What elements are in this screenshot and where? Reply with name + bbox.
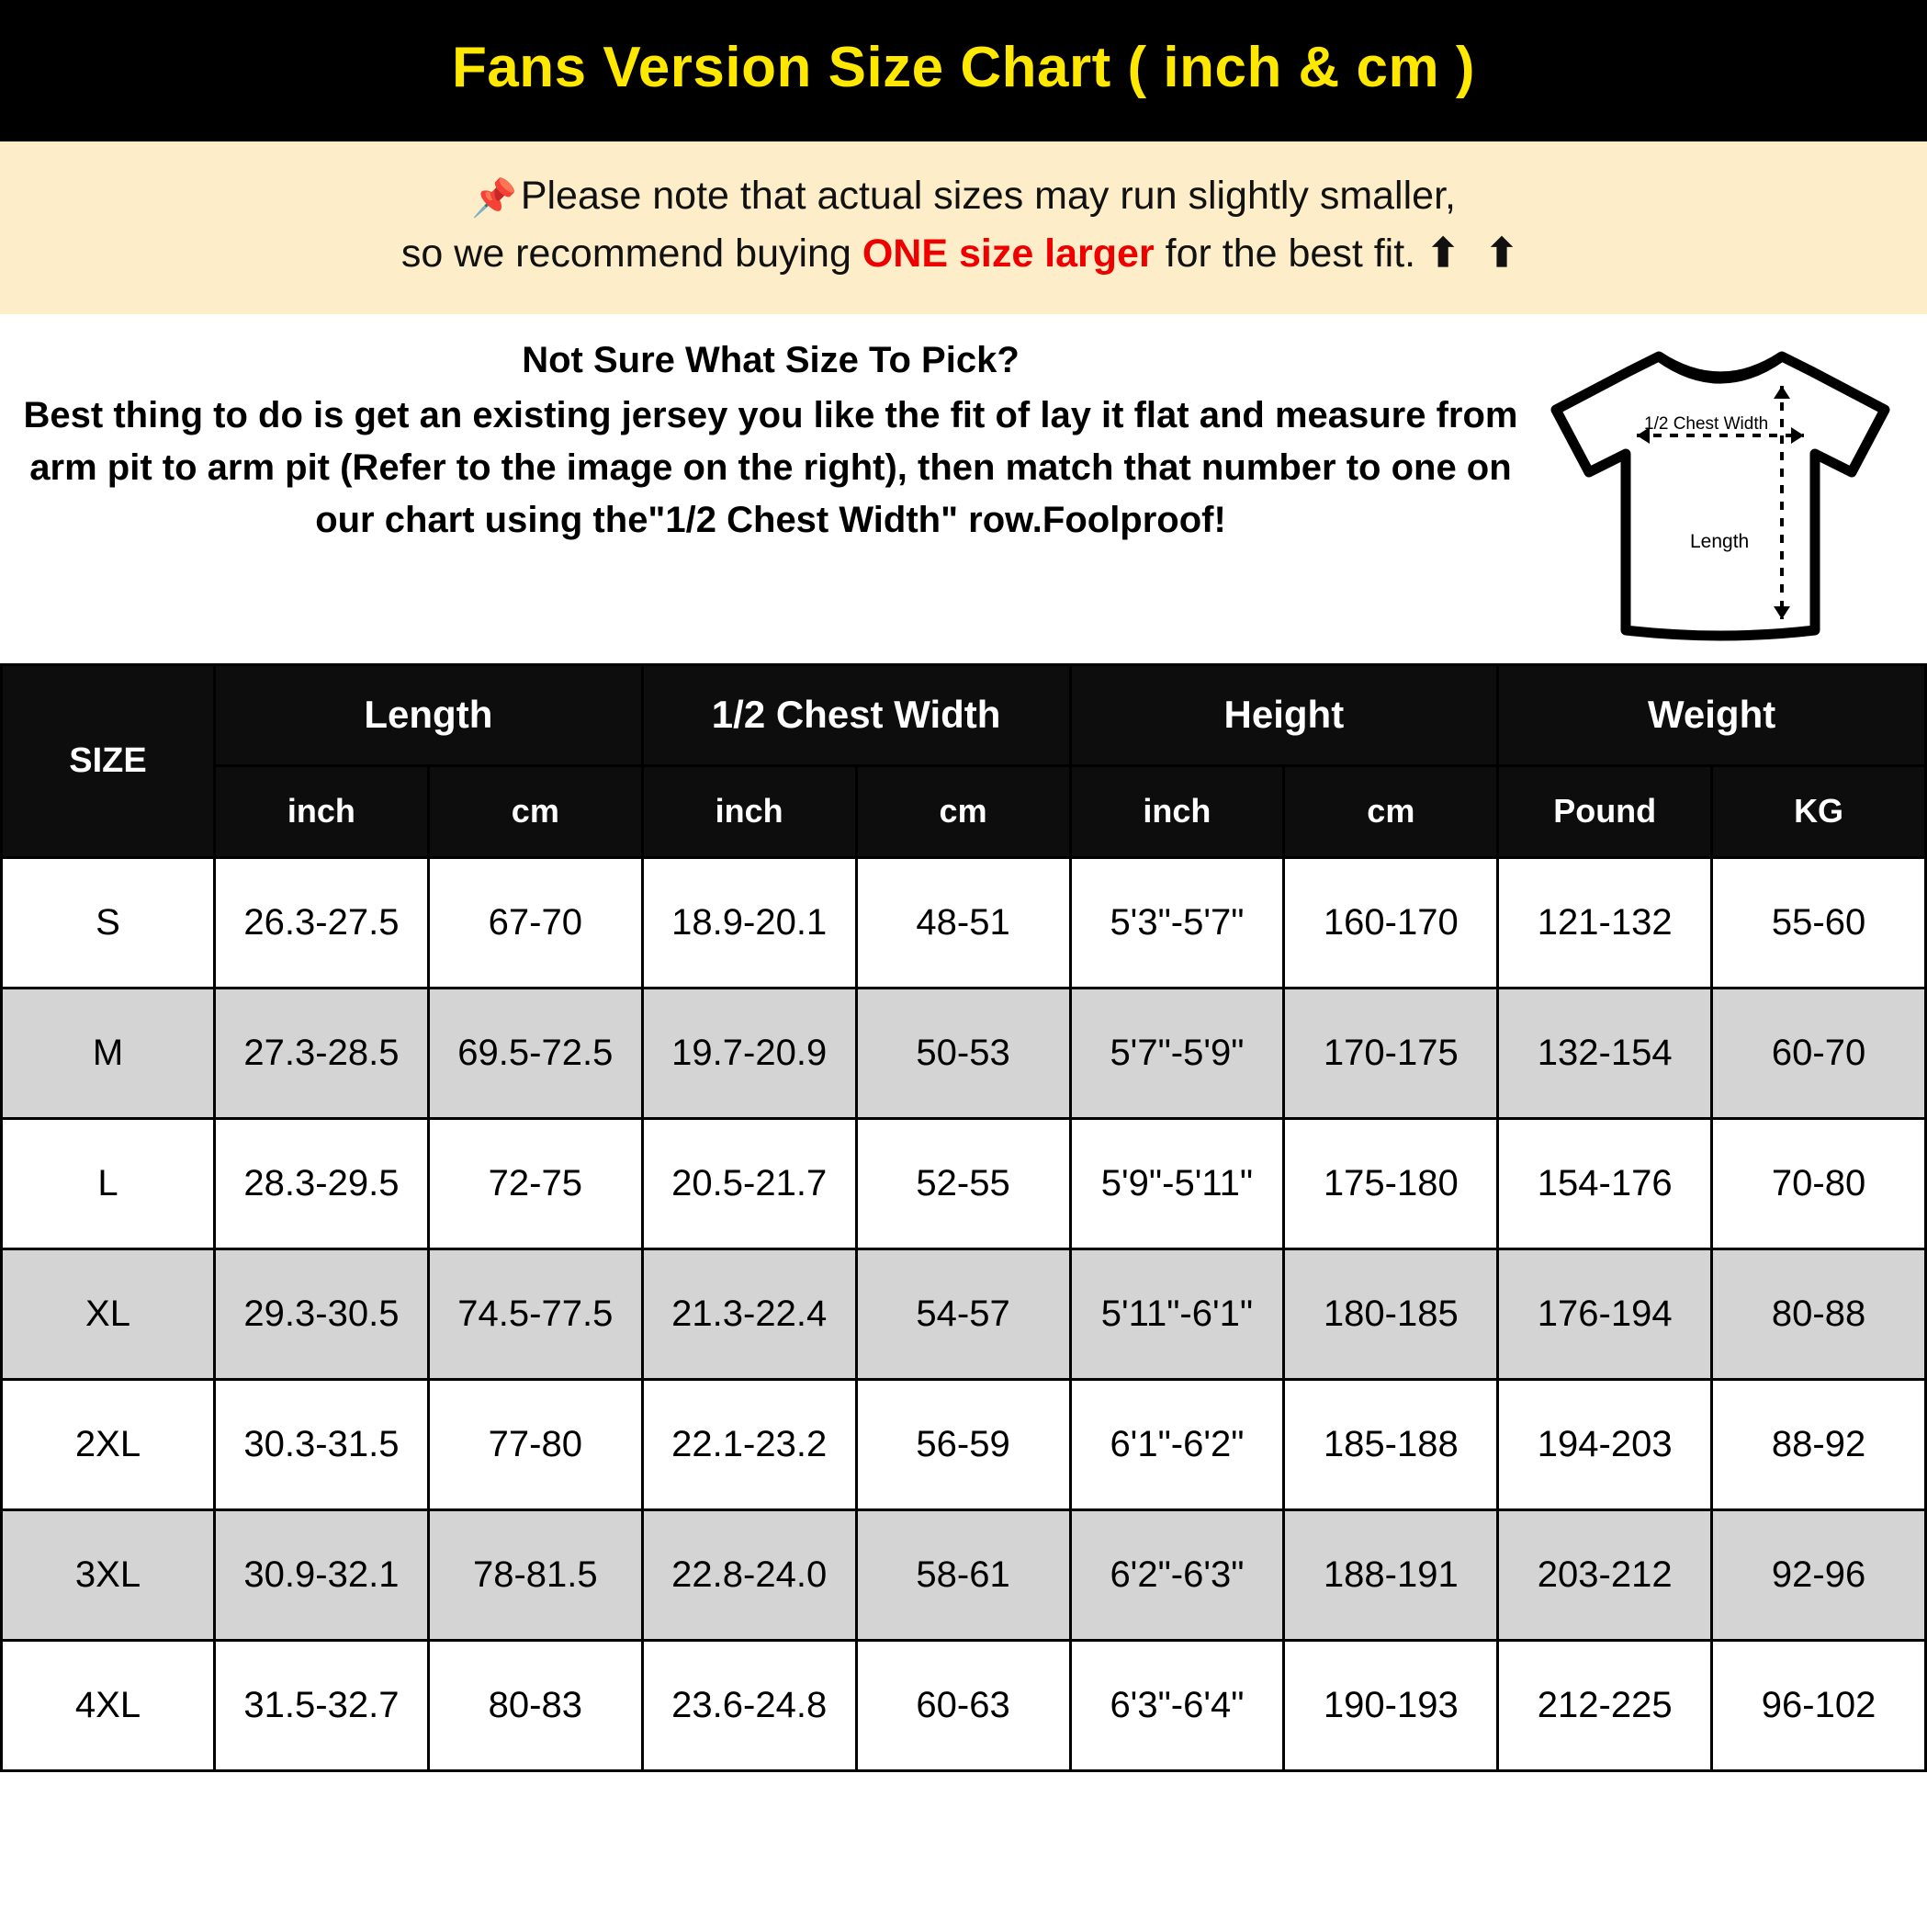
- cell-height-cm: 185-188: [1284, 1379, 1498, 1509]
- cell-length-cm: 74.5-77.5: [428, 1248, 642, 1379]
- cell-height-cm: 170-175: [1284, 988, 1498, 1118]
- tshirt-measure-icon: [1541, 344, 1899, 647]
- column-header-chest-inch: inch: [642, 765, 856, 857]
- cell-length-inch: 28.3-29.5: [215, 1118, 429, 1248]
- column-header-length-inch: inch: [215, 765, 429, 857]
- cell-weight-pound: 203-212: [1498, 1509, 1712, 1640]
- cell-chest-cm: 52-55: [856, 1118, 1070, 1248]
- cell-weight-kg: 80-88: [1712, 1248, 1926, 1379]
- advice-area: [0, 314, 1927, 663]
- cell-length-cm: 77-80: [428, 1379, 642, 1509]
- cell-height-cm: 180-185: [1284, 1248, 1498, 1379]
- cell-weight-kg: 92-96: [1712, 1509, 1926, 1640]
- chest-width-label: 1/2 Chest Width: [1644, 413, 1769, 434]
- cell-weight-pound: 212-225: [1498, 1640, 1712, 1770]
- column-header-size: SIZE: [2, 664, 215, 857]
- cell-size: 2XL: [2, 1379, 215, 1509]
- cell-height-cm: 175-180: [1284, 1118, 1498, 1248]
- size-chart-table: [0, 663, 1927, 1772]
- cell-length-cm: 78-81.5: [428, 1509, 642, 1640]
- cell-height-cm: 160-170: [1284, 857, 1498, 988]
- column-header-length-cm: cm: [428, 765, 642, 857]
- length-label: Length: [1690, 530, 1750, 552]
- cell-weight-kg: 88-92: [1712, 1379, 1926, 1509]
- cell-weight-pound: 194-203: [1498, 1379, 1712, 1509]
- cell-height-inch: 5'7"-5'9": [1070, 988, 1284, 1118]
- cell-weight-kg: 96-102: [1712, 1640, 1926, 1770]
- advice-text: [9, 334, 1523, 547]
- note-line-1: [18, 167, 1909, 225]
- cell-length-inch: 26.3-27.5: [215, 857, 429, 988]
- cell-weight-pound: 176-194: [1498, 1248, 1712, 1379]
- cell-length-cm: 80-83: [428, 1640, 642, 1770]
- table-body: [2, 857, 1926, 1770]
- cell-chest-inch: 23.6-24.8: [642, 1640, 856, 1770]
- cell-length-inch: 31.5-32.7: [215, 1640, 429, 1770]
- cell-height-inch: 5'11"-6'1": [1070, 1248, 1284, 1379]
- cell-size: M: [2, 988, 215, 1118]
- cell-chest-cm: 56-59: [856, 1379, 1070, 1509]
- cell-weight-kg: 60-70: [1712, 988, 1926, 1118]
- cell-length-inch: 27.3-28.5: [215, 988, 429, 1118]
- cell-size: 3XL: [2, 1509, 215, 1640]
- cell-height-inch: 6'1"-6'2": [1070, 1379, 1284, 1509]
- advice-body: Best thing to do is get an existing jersey you like the fit of lay it flat and measure from arm pit to arm pit (Refer to the image on the right), then match that number to one on our chart using the"1/2 Chest Width" row.Foolproof!: [23, 395, 1518, 540]
- note-band: [0, 141, 1927, 313]
- advice-headline: Not Sure What Size To Pick?: [522, 339, 1020, 380]
- table-row: [2, 988, 1926, 1118]
- arrow-up-icon: ⬆ ⬆: [1426, 232, 1527, 277]
- cell-chest-cm: 58-61: [856, 1509, 1070, 1640]
- note-emphasis: ONE size larger: [862, 232, 1155, 277]
- cell-height-inch: 5'9"-5'11": [1070, 1118, 1284, 1248]
- column-header-weight-pound: Pound: [1498, 765, 1712, 857]
- cell-length-inch: 29.3-30.5: [215, 1248, 429, 1379]
- cell-chest-cm: 54-57: [856, 1248, 1070, 1379]
- column-group-weight: Weight: [1498, 664, 1926, 765]
- table-row: [2, 1379, 1926, 1509]
- column-group-height: Height: [1070, 664, 1498, 765]
- table-row: [2, 1640, 1926, 1770]
- column-header-height-cm: cm: [1284, 765, 1498, 857]
- cell-chest-inch: 22.1-23.2: [642, 1379, 856, 1509]
- note-text-1: Please note that actual sizes may run slightly smaller,: [520, 174, 1456, 219]
- cell-size: L: [2, 1118, 215, 1248]
- table-row: [2, 1509, 1926, 1640]
- cell-height-cm: 190-193: [1284, 1640, 1498, 1770]
- cell-length-cm: 72-75: [428, 1118, 642, 1248]
- cell-height-inch: 6'3"-6'4": [1070, 1640, 1284, 1770]
- pushpin-icon: 📌: [471, 178, 517, 220]
- cell-length-cm: 69.5-72.5: [428, 988, 642, 1118]
- cell-size: 4XL: [2, 1640, 215, 1770]
- table-row: [2, 1248, 1926, 1379]
- table-row: [2, 857, 1926, 988]
- cell-size: S: [2, 857, 215, 988]
- table-head: [2, 664, 1926, 857]
- table-row: [2, 1118, 1926, 1248]
- cell-weight-pound: 132-154: [1498, 988, 1712, 1118]
- cell-chest-inch: 19.7-20.9: [642, 988, 856, 1118]
- cell-height-inch: 5'3"-5'7": [1070, 857, 1284, 988]
- cell-chest-inch: 22.8-24.0: [642, 1509, 856, 1640]
- column-header-chest-cm: cm: [856, 765, 1070, 857]
- cell-height-cm: 188-191: [1284, 1509, 1498, 1640]
- cell-weight-kg: 55-60: [1712, 857, 1926, 988]
- tshirt-diagram: [1523, 334, 1918, 647]
- cell-length-cm: 67-70: [428, 857, 642, 988]
- cell-chest-inch: 21.3-22.4: [642, 1248, 856, 1379]
- title-bar: [0, 0, 1927, 141]
- cell-length-inch: 30.9-32.1: [215, 1509, 429, 1640]
- cell-weight-pound: 154-176: [1498, 1118, 1712, 1248]
- cell-chest-cm: 48-51: [856, 857, 1070, 988]
- page-title: Fans Version Size Chart ( inch & cm ): [451, 36, 1476, 99]
- table-group-header-row: [2, 664, 1926, 765]
- cell-chest-cm: 60-63: [856, 1640, 1070, 1770]
- note-text-2-after: for the best fit.: [1154, 232, 1416, 277]
- column-group-chest-width: 1/2 Chest Width: [642, 664, 1070, 765]
- note-line-2: [18, 225, 1909, 282]
- cell-chest-inch: 20.5-21.7: [642, 1118, 856, 1248]
- cell-weight-pound: 121-132: [1498, 857, 1712, 988]
- cell-height-inch: 6'2"-6'3": [1070, 1509, 1284, 1640]
- cell-size: XL: [2, 1248, 215, 1379]
- cell-chest-cm: 50-53: [856, 988, 1070, 1118]
- column-header-height-inch: inch: [1070, 765, 1284, 857]
- column-header-weight-kg: KG: [1712, 765, 1926, 857]
- cell-length-inch: 30.3-31.5: [215, 1379, 429, 1509]
- cell-chest-inch: 18.9-20.1: [642, 857, 856, 988]
- cell-weight-kg: 70-80: [1712, 1118, 1926, 1248]
- column-group-length: Length: [215, 664, 643, 765]
- table-unit-header-row: [2, 765, 1926, 857]
- note-text-2-before: so we recommend buying: [400, 232, 862, 277]
